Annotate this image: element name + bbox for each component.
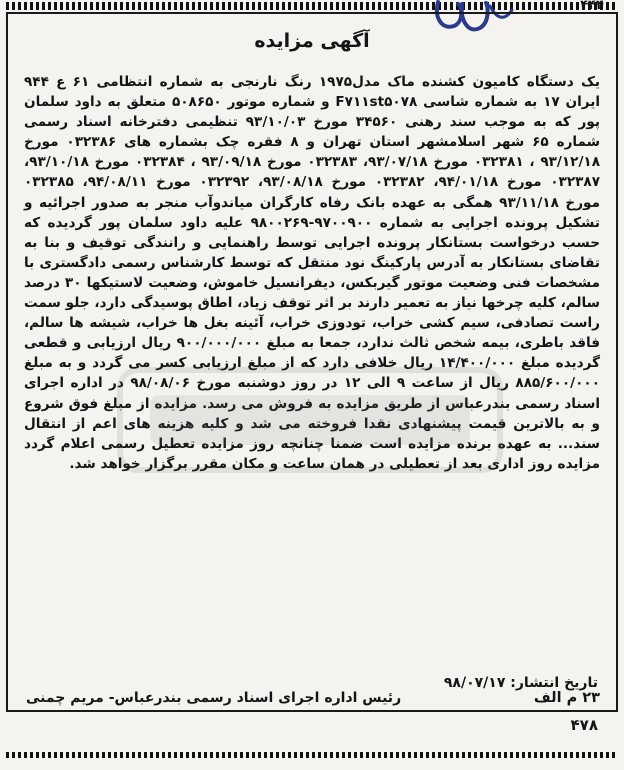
- signature-line: رئیس اداره اجرای اسناد رسمی بندرعباس- مریم چمنی: [26, 690, 402, 706]
- publication-date: تاریخ انتشار: ۹۸/۰۷/۱۷: [443, 675, 598, 691]
- notice-title: آگهی مزایده: [254, 30, 370, 52]
- bottom-border: [6, 752, 618, 758]
- notice-code: ۲۳ م الف: [533, 690, 600, 706]
- notice-frame: [6, 12, 618, 712]
- reference-number: ۴۷۸: [570, 716, 598, 734]
- notice-body: یک دستگاه کامیون کشنده ماک مدل۱۹۷۵ رنگ نارنجی به شماره انتظامی ۶۱ ع ۹۴۴ ایران ۱۷ به شماره شاسی F۷۱۱st۵۰۷۸ و شماره موتور ۵۰۸۶۵۰ متعلق به داود سلمان پور که به موجب سند رهنی ۳۴۵۶۰ مورخ ۹۳/۱۰/۰۳ تنظیمی دفترخانه اسناد رسمی شماره ۶۵ شهر اسلامشهر استان تهران و ۸ فقره چک بشماره های ۰۳۲۳۸۶ مورخ ۹۳/۱۲/۱۸ ، ۰۳۲۳۸۱ مورخ ۹۳/۰۷/۱۸، ۰۳۲۳۸۳ مورخ ۹۳/۰۹/۱۸ ، ۰۳۲۳۸۴ مورخ ۹۳/۱۰/۱۸، ۰۳۲۳۸۷ مورخ ۹۴/۰۱/۱۸، ۰۳۲۳۸۲ مورخ ۹۳/۰۸/۱۸، ۰۳۲۳۹۲ مورخ ۹۴/۰۸/۱۱، ۰۳۲۳۸۵ مورخ ۹۳/۱۱/۱۸ همگی به عهده بانک رفاه کارگران میاندوآب منجر به صدور اجرائیه و تشکیل پرونده اجرایی به شماره ۹۷۰۰۹۰۰-۹۸۰۰۲۶۹ علیه داود سلمان پور گردیده که حسب درخواست بستانکار پرونده اجرایی توسط راهنمایی و رانندگی توقیف و بنا به تقاضای بستانکار به آدرس پارکینگ نود منتقل که توسط کارشناس رسمی دادگستری با مشخصات فنی وضعیت موتور گیربکس، دیفرانسیل خاموش، وضعیت لاستیکها ۳۰ درصد سالم، کلیه چرخها نیاز به تعمیر دارند بر اثر توقف زیاد، اطاق پوسیدگی دارد، جلو سمت راست تصادفی، سیم کشی خراب، تودوزی خراب، آئینه بغل ها خراب، شیشه ها سالم، فاقد باطری، بیمه شخص ثالث ندارد، جمعا به مبلغ ۹۰۰/۰۰۰/۰۰۰ ریال ارزیابی و قطعی گردیده مبلغ ۱۴/۴۰۰/۰۰۰ ریال خلافی دارد که از مبلغ ارزیابی کسر می گردد و به مبلغ ۸۸۵/۶۰۰/۰۰۰ ریال از ساعت ۹ الی ۱۲ در روز دوشنبه مورخ ۹۸/۰۸/۰۶ در اداره اجرای اسناد رسمی بندرعباس از طریق مزایده به فروش می رسد. مزایده از مبلغ فوق شروع و به بالاترین قیمت پیشنهادی نقدا فروخته می شد و کلیه هزینه های اعم از انتقال سند... به عهده برنده مزایده است ضمنا چنانچه روز مزایده تعطیل رسمی اعلام گردد مزایده روز اداری بعد از تعطیلی در همان ساعت و مکان مقرر برگزار خواهد شد.: [24, 74, 601, 472]
- corner-number: ۴۴۴: [580, 0, 604, 13]
- top-border: [6, 2, 618, 10]
